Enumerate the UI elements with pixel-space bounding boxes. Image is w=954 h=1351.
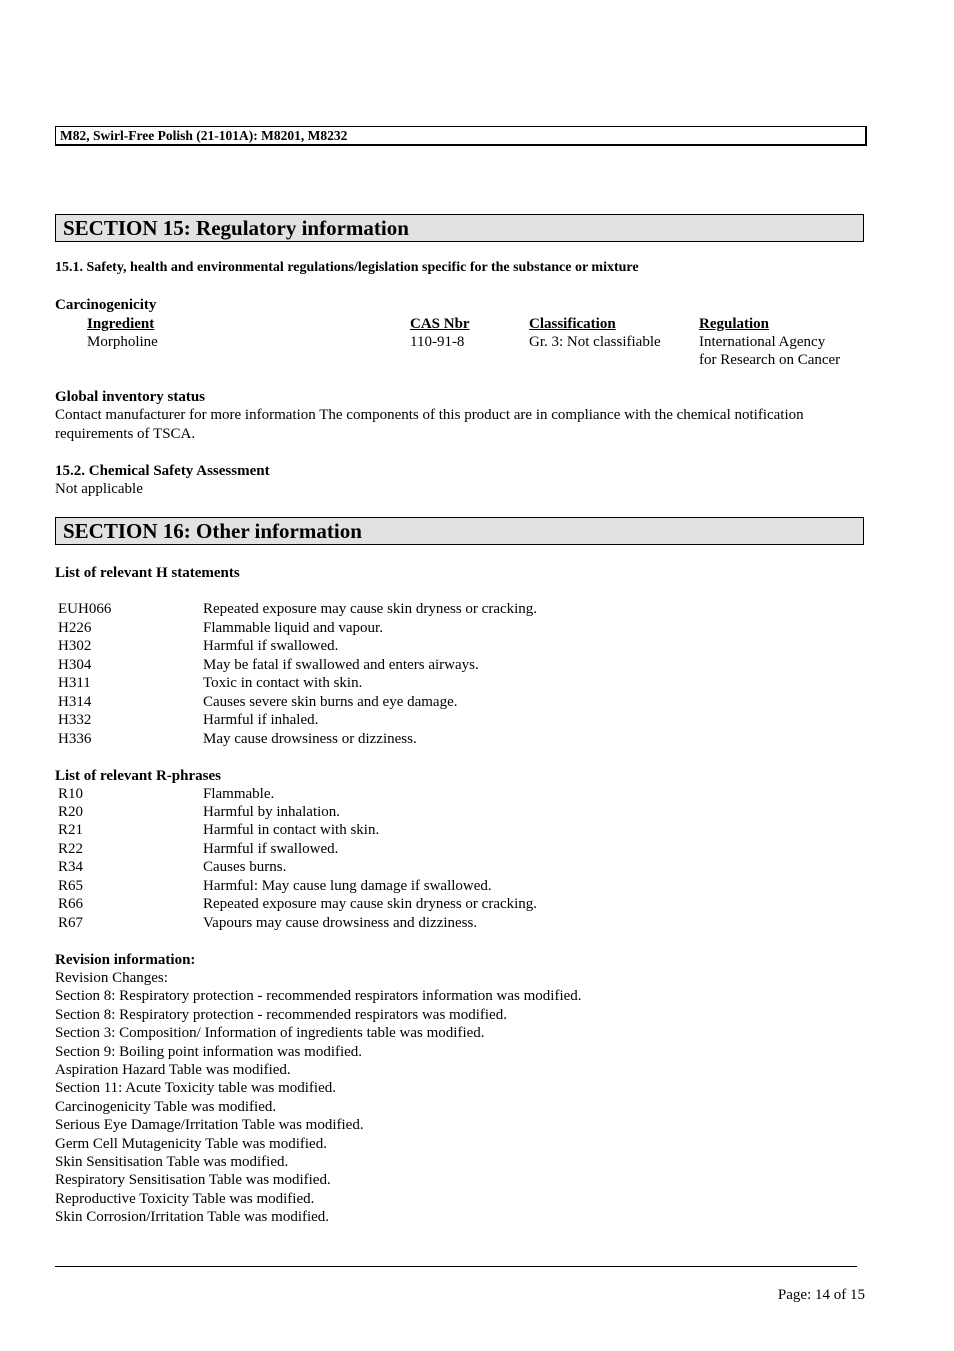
h-text: May be fatal if swallowed and enters airways. [203, 657, 479, 673]
r-text: Causes burns. [203, 859, 287, 875]
h-statement-row [58, 730, 758, 748]
h-statement-row [58, 711, 758, 729]
h-code: H336 [58, 731, 92, 747]
product-title: M82, Swirl-Free Polish (21-101A): M8201, M8232 [60, 128, 348, 143]
section-16-title: SECTION 16: Other information [63, 519, 362, 543]
r-code: R67 [58, 915, 84, 931]
h-code: H226 [58, 620, 92, 636]
revision-heading: Revision information: [55, 952, 196, 968]
h-code: H314 [58, 694, 92, 710]
col-cas-header: CAS Nbr [410, 316, 470, 332]
h-statement-row [58, 637, 758, 655]
revision-lines [55, 969, 582, 1227]
revision-line: Section 3: Composition/ Information of ingredients table was modified. [55, 1025, 485, 1042]
r-text: Harmful: May cause lung damage if swallowed. [203, 878, 492, 894]
revision-line: Germ Cell Mutagenicity Table was modified. [55, 1135, 327, 1152]
revision-line: Section 8: Respiratory protection - recommended respirators was modified. [55, 1006, 507, 1023]
h-code: EUH066 [58, 601, 112, 617]
col-ingredient-header: Ingredient [87, 316, 155, 332]
h-text: Causes severe skin burns and eye damage. [203, 694, 458, 710]
revision-line: Carcinogenicity Table was modified. [55, 1098, 277, 1115]
h-code: H332 [58, 712, 92, 728]
revision-line: Serious Eye Damage/Irritation Table was modified. [55, 1117, 364, 1134]
revision-line: Skin Sensitisation Table was modified. [55, 1154, 289, 1171]
r-code: R22 [58, 841, 84, 857]
carc-cas: 110-91-8 [410, 334, 465, 350]
r-text: Flammable. [203, 786, 275, 802]
r-code: R34 [58, 859, 84, 875]
revision-line: Reproductive Toxicity Table was modified. [55, 1190, 315, 1207]
col-regulation-header: Regulation [699, 316, 770, 332]
carc-regulation-line1: International Agency [699, 334, 826, 350]
r-code: R66 [58, 896, 84, 912]
global-inventory-line2: requirements of TSCA. [55, 426, 196, 442]
h-text: Repeated exposure may cause skin dryness or cracking. [203, 601, 538, 617]
r-phrase-row [58, 895, 758, 913]
carc-ingredient: Morpholine [87, 334, 158, 350]
h-statement-row [58, 600, 758, 618]
r-code: R21 [58, 822, 84, 838]
h-text: Harmful if inhaled. [203, 712, 319, 728]
product-header-box [55, 126, 867, 146]
carc-regulation-line2: for Research on Cancer [699, 352, 841, 368]
r-phrase-row [58, 803, 758, 821]
h-text: Flammable liquid and vapour. [203, 620, 383, 636]
section-16-bar [55, 517, 864, 545]
r-text: Vapours may cause drowsiness and dizziness. [203, 915, 478, 931]
carcinogenicity-heading: Carcinogenicity [55, 297, 157, 313]
col-classification-header: Classification [529, 316, 616, 332]
r-code: R10 [58, 786, 84, 802]
r-phrase-row [58, 821, 758, 839]
h-statements-heading: List of relevant H statements [55, 565, 240, 581]
h-code: H311 [58, 675, 91, 691]
r-phrase-row [58, 914, 758, 932]
revision-line: Aspiration Hazard Table was modified. [55, 1062, 291, 1079]
carc-classification: Gr. 3: Not classifiable [529, 334, 661, 350]
page-number: Page: 14 of 15 [777, 1287, 865, 1303]
revision-line: Respiratory Sensitisation Table was modified. [55, 1172, 331, 1189]
h-statement-row [58, 693, 758, 711]
r-text: Harmful if swallowed. [203, 841, 339, 857]
subsection-15-2-text: Not applicable [55, 481, 143, 497]
r-code: R65 [58, 878, 84, 894]
r-phrase-row [58, 840, 758, 858]
h-code: H304 [58, 657, 92, 673]
r-code: R20 [58, 804, 84, 820]
r-text: Harmful in contact with skin. [203, 822, 380, 838]
global-inventory-line1: Contact manufacturer for more information The components of this product are in compliance with the chemical notification [55, 407, 804, 423]
subsection-15-1-heading: 15.1. Safety, health and environmental regulations/legislation specific for the substance or mixture [55, 260, 639, 275]
r-text: Harmful by inhalation. [203, 804, 341, 820]
revision-line: Section 8: Respiratory protection - recommended respirators information was modified. [55, 988, 582, 1005]
revision-line: Section 9: Boiling point information was modified. [55, 1043, 363, 1060]
r-phrases-heading: List of relevant R-phrases [55, 768, 221, 784]
revision-line: Section 11: Acute Toxicity table was modified. [55, 1080, 336, 1097]
r-text: Repeated exposure may cause skin dryness or cracking. [203, 896, 538, 912]
revision-line: Revision Changes: [55, 970, 168, 986]
h-text: Harmful if swallowed. [203, 638, 339, 654]
footer-divider [55, 1266, 857, 1267]
r-phrase-row [58, 785, 758, 803]
h-text: May cause drowsiness or dizziness. [203, 731, 417, 747]
revision-line: Skin Corrosion/Irritation Table was modified. [55, 1209, 330, 1226]
h-text: Toxic in contact with skin. [203, 675, 363, 691]
h-statement-row [58, 619, 758, 637]
section-15-title: SECTION 15: Regulatory information [63, 216, 409, 240]
r-phrase-row [58, 858, 758, 876]
r-phrase-row [58, 877, 758, 895]
global-inventory-heading: Global inventory status [55, 389, 206, 405]
h-code: H302 [58, 638, 92, 654]
subsection-15-2-heading: 15.2. Chemical Safety Assessment [55, 463, 270, 479]
h-statement-row [58, 674, 758, 692]
section-15-bar [55, 214, 864, 242]
h-statement-row [58, 656, 758, 674]
